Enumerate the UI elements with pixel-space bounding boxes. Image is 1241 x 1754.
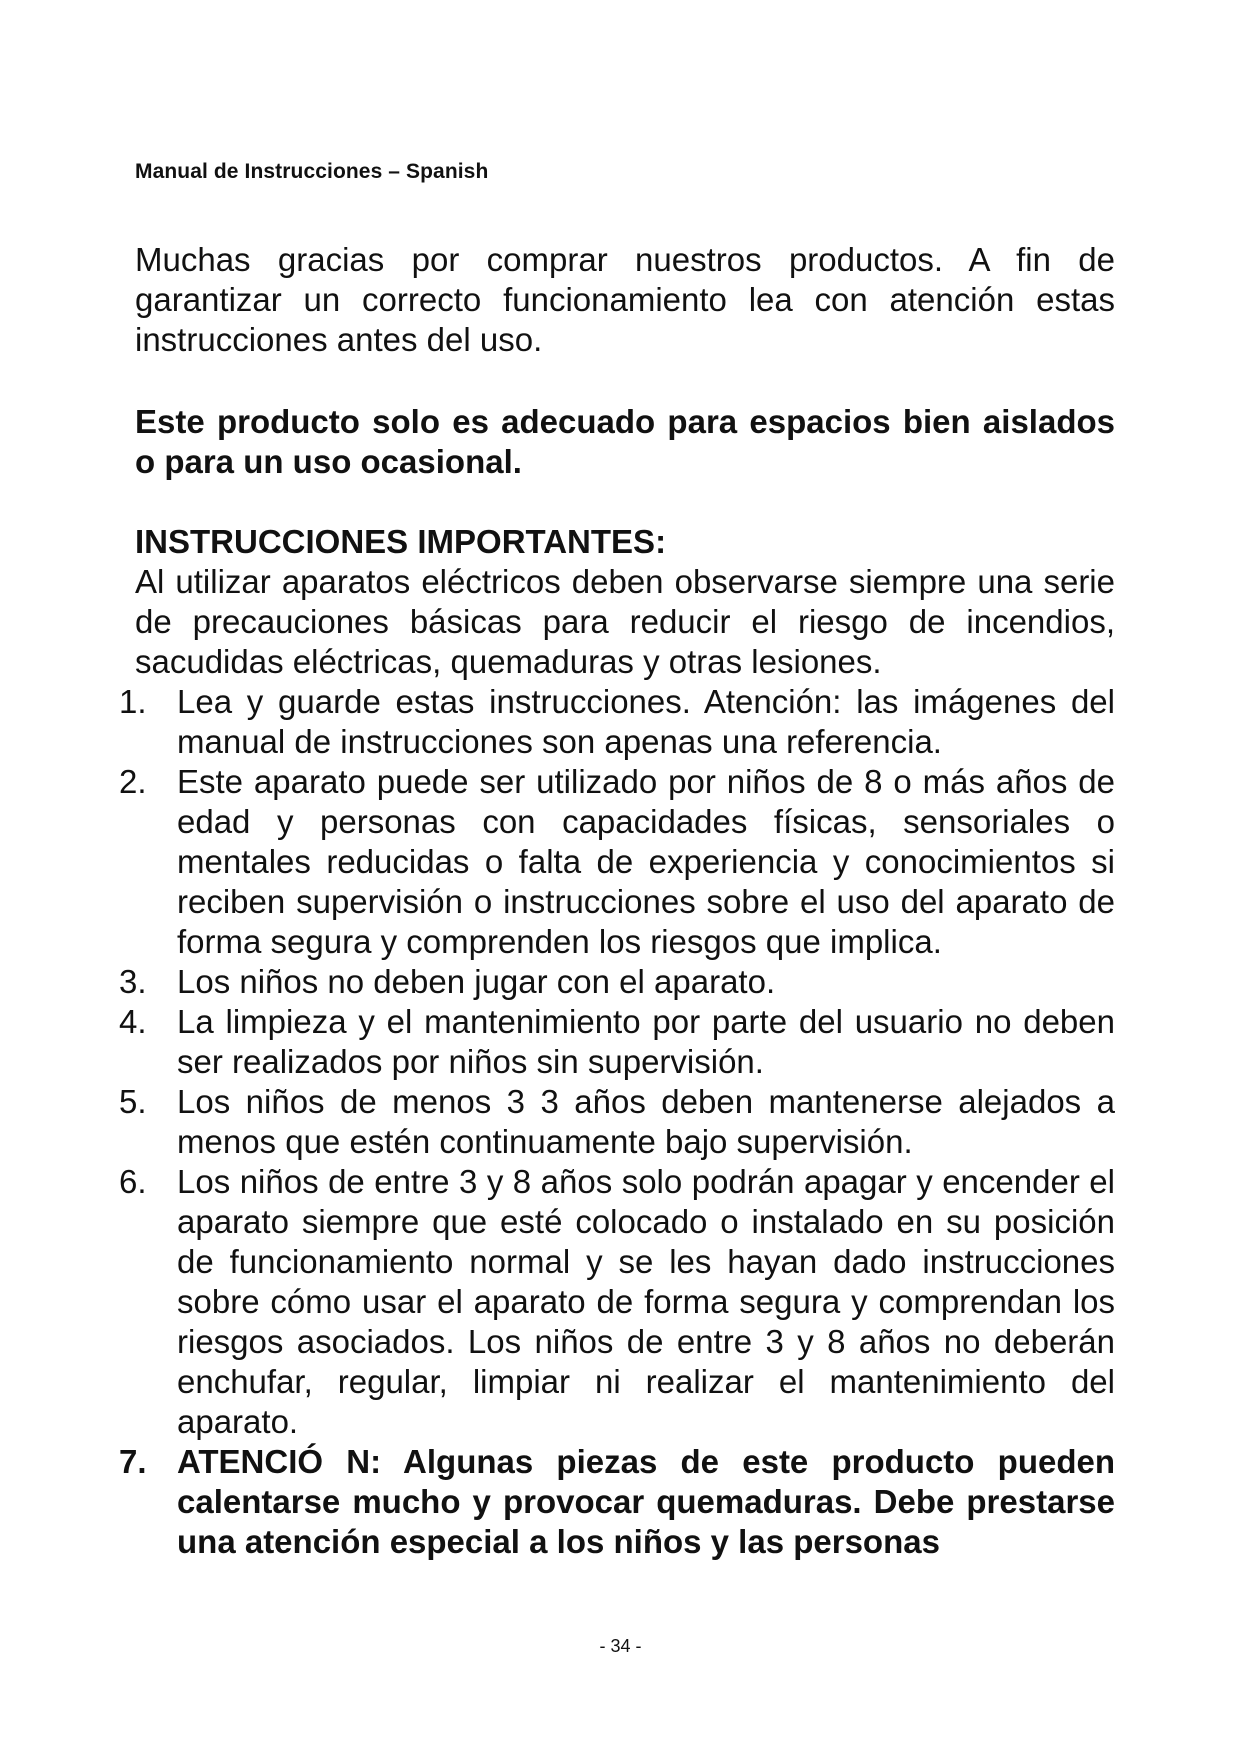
important-instructions-title: INSTRUCCIONES IMPORTANTES: — [135, 523, 667, 560]
list-item-text: Lea y guarde estas instrucciones. Atención: las imágenes del manual de instrucciones son apenas una referencia. — [177, 683, 1115, 760]
list-item — [119, 1082, 1115, 1162]
page-header: Manual de Instrucciones – Spanish — [135, 160, 489, 183]
warning-list-item — [119, 1442, 1115, 1562]
list-item-text: Los niños de entre 3 y 8 años solo podrán apagar y encender el aparato siempre que esté colocado o instalado en su posición de funcionamiento normal y se les hayan dado instrucciones sobre cómo usar el aparato de forma segura y comprendan los riesgos asociados. Los niños de entre 3 y 8 años no deberán enchufar, regular, limpiar ni realizar el mantenimiento del aparato. — [177, 1163, 1115, 1440]
list-item — [119, 762, 1115, 962]
list-item-number: 6. — [119, 1163, 147, 1200]
list-item-text: La limpieza y el mantenimiento por parte del usuario no deben ser realizados por niños sin supervisión. — [177, 1003, 1115, 1080]
page-content — [119, 240, 1115, 1562]
list-item-number: 3. — [119, 963, 147, 1000]
list-item — [119, 682, 1115, 762]
list-item — [119, 1162, 1115, 1442]
list-item-number: 4. — [119, 1003, 147, 1040]
list-item-number: 1. — [119, 683, 147, 720]
intro-paragraph: Muchas gracias por comprar nuestros productos. A fin de garantizar un correcto funcionamiento lea con atención estas instrucciones antes del uso. — [135, 241, 1115, 358]
list-item — [119, 962, 1115, 1002]
list-item-number: 2. — [119, 763, 147, 800]
list-item-number: 7. — [119, 1443, 147, 1480]
list-item — [119, 1002, 1115, 1082]
list-item-text: ATENCIÓ N: Algunas piezas de este producto pueden calentarse mucho y provocar quemaduras. Debe prestarse una atención especial a los niños y las personas — [177, 1443, 1115, 1560]
list-item-text: Los niños no deben jugar con el aparato. — [177, 963, 776, 1000]
list-item-text: Este aparato puede ser utilizado por niños de 8 o más años de edad y personas con capacidades físicas, sensoriales o mentales reducidas o falta de experiencia y conocimientos si reciben supervisión o instrucciones sobre el uso del aparato de forma segura y comprenden los riesgos que implica. — [177, 763, 1115, 960]
instructions-list — [119, 682, 1115, 1562]
important-instructions-text: Al utilizar aparatos eléctricos deben observarse siempre una serie de precauciones básicas para reducir el riesgo de incendios, sacudidas eléctricas, quemaduras y otras lesiones. — [135, 563, 1115, 680]
page-number: - 34 - — [599, 1636, 642, 1656]
list-item-number: 5. — [119, 1083, 147, 1120]
list-item-text: Los niños de menos 3 3 años deben mantenerse alejados a menos que estén continuamente bajo supervisión. — [177, 1083, 1115, 1160]
usage-notice: Este producto solo es adecuado para espacios bien aislados o para un uso ocasional. — [135, 403, 1115, 480]
